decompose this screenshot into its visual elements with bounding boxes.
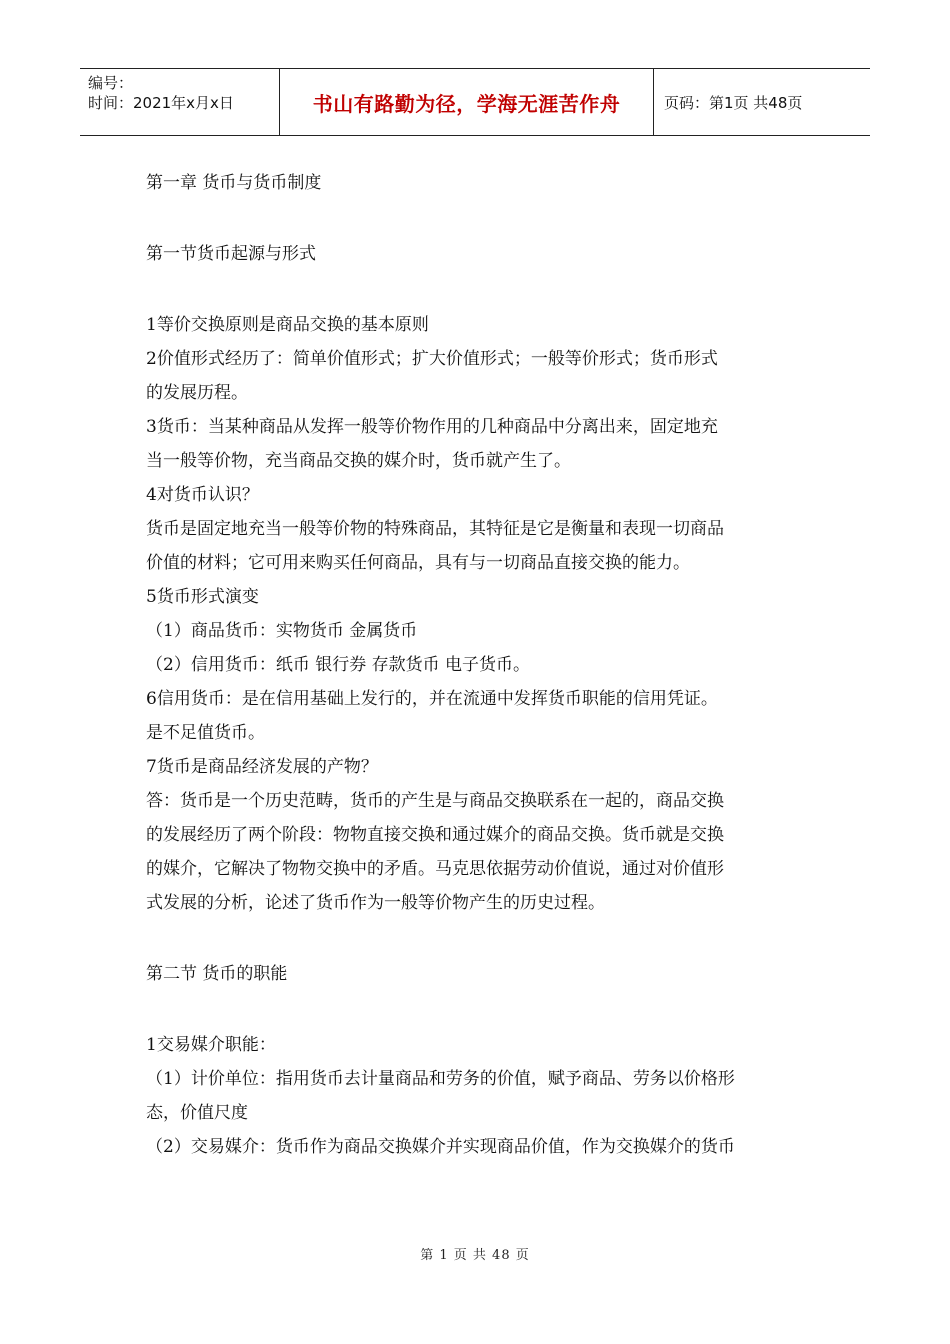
header-motto: 书山有路勤为径，学海无涯苦作舟 <box>280 69 654 135</box>
body-line: 第一节货币起源与形式 <box>146 244 316 264</box>
header-page-info: 页码：第1页 共48页 <box>664 93 803 112</box>
body-line: 1交易媒介职能： <box>146 1035 276 1055</box>
body-line: 答：货币是一个历史范畴，货币的产生是与商品交换联系在一起的，商品交换 <box>146 791 724 811</box>
body-line: 7货币是商品经济发展的产物？ <box>146 757 378 777</box>
document-header <box>80 68 870 136</box>
body-line: 1等价交换原则是商品交换的基本原则 <box>146 315 429 335</box>
body-line: 6信用货币：是在信用基础上发行的，并在流通中发挥货币职能的信用凭证。 <box>146 689 718 709</box>
number-label: 编号： <box>88 74 134 92</box>
body-line: 态，价值尺度 <box>146 1103 248 1123</box>
document-body <box>146 166 811 1164</box>
body-line: 第一章 货币与货币制度 <box>146 173 322 193</box>
body-line: （2）信用货币：纸币 银行券 存款货币 电子货币。 <box>146 655 531 675</box>
header-meta <box>80 69 280 135</box>
date-label: 时间：2021年x月x日 <box>88 94 234 112</box>
body-line: （1）商品货币：实物货币 金属货币 <box>146 621 418 641</box>
body-line: 3货币：当某种商品从发挥一般等价物作用的几种商品中分离出来，固定地充 <box>146 417 718 437</box>
blank-line <box>146 991 811 1028</box>
body-line: 的发展经历了两个阶段：物物直接交换和通过媒介的商品交换。货币就是交换 <box>146 825 724 845</box>
blank-line <box>146 920 811 957</box>
body-line: 的发展历程。 <box>146 383 248 403</box>
body-line: 2价值形式经历了：简单价值形式；扩大价值形式；一般等价形式；货币形式 <box>146 349 718 369</box>
body-line: （1）计价单位：指用货币去计量商品和劳务的价值，赋予商品、劳务以价格形 <box>146 1069 735 1089</box>
page-footer: 第 1 页 共 48 页 <box>420 1248 530 1263</box>
body-line: 4对货币认识？ <box>146 485 259 505</box>
body-line: （2）交易媒介：货币作为商品交换媒介并实现商品价值，作为交换媒介的货币 <box>146 1137 735 1157</box>
body-line: 的媒介，它解决了物物交换中的矛盾。马克思依据劳动价值说，通过对价值形 <box>146 859 724 879</box>
blank-line <box>146 200 811 237</box>
body-line: 当一般等价物，充当商品交换的媒介时，货币就产生了。 <box>146 451 571 471</box>
body-line: 5货币形式演变 <box>146 587 259 607</box>
body-line: 价值的材料；它可用来购买任何商品，具有与一切商品直接交换的能力。 <box>146 553 690 573</box>
body-line: 式发展的分析，论述了货币作为一般等价物产生的历史过程。 <box>146 893 605 913</box>
body-line: 第二节 货币的职能 <box>146 964 288 984</box>
body-line: 货币是固定地充当一般等价物的特殊商品，其特征是它是衡量和表现一切商品 <box>146 519 724 539</box>
blank-line <box>146 271 811 308</box>
body-line: 是不足值货币。 <box>146 723 265 743</box>
